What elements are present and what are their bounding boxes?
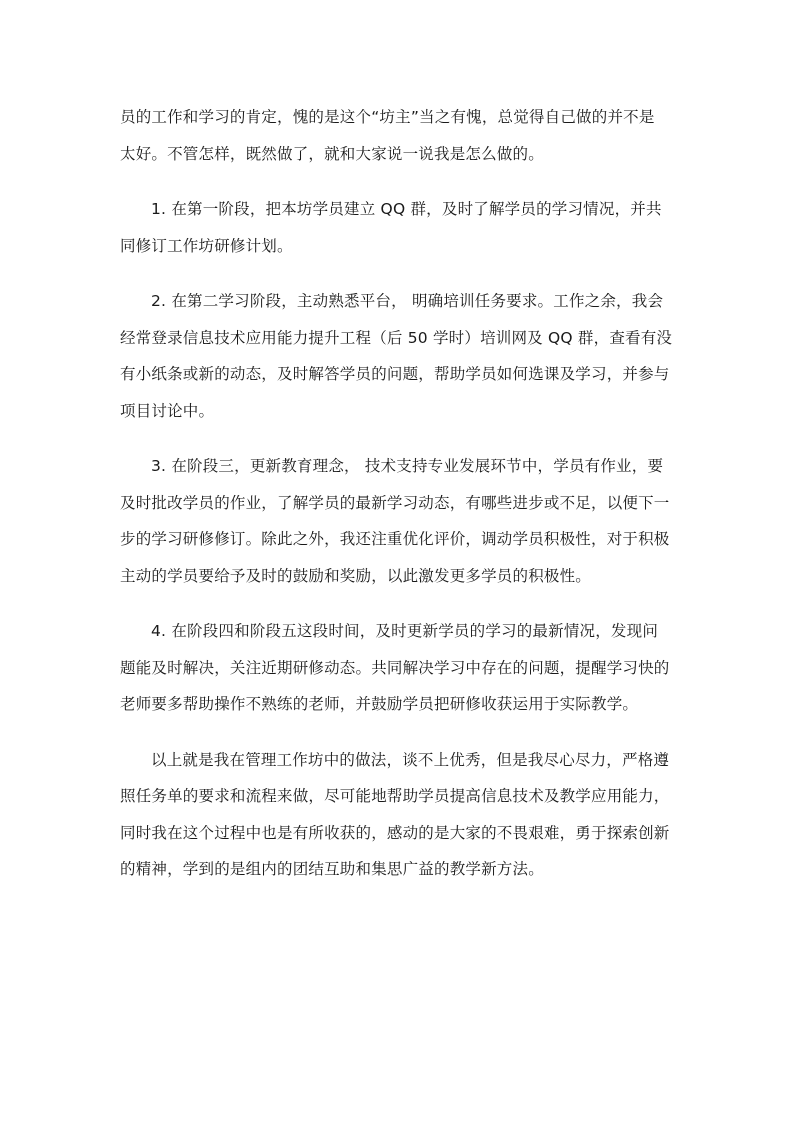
paragraph-step-2 <box>120 283 676 429</box>
paragraph-step-3 <box>120 448 676 594</box>
text-line: 员的工作和学习的肯定，愧的是这个“坊主”当之有愧，总觉得自己做的并不是 <box>120 108 655 126</box>
text-line: 步的学习研修修订。除此之外，我还注重优化评价，调动学员积极性，对于积极 <box>120 530 670 548</box>
text-line: 主动的学员要给予及时的鼓励和奖励，以此激发更多学员的积极性。 <box>120 566 592 585</box>
text-line: 有小纸条或新的动态，及时解答学员的问题，帮助学员如何选课及学习，并参与 <box>120 365 670 383</box>
text-line: 太好。不管怎样，既然做了，就和大家说一说我是怎么做的。 <box>120 144 544 163</box>
text-line: 同时我在这个过程中也是有所收获的，感动的是大家的不畏艰难，勇于探索创新 <box>120 823 670 842</box>
document-body <box>120 99 676 907</box>
text-line: 1. 在第一阶段，把本坊学员建立 QQ 群，及时了解学员的学习情况，并共 <box>151 200 662 218</box>
text-line: 4. 在阶段四和阶段五这段时间，及时更新学员的学习的最新情况，发现问 <box>151 622 659 640</box>
text-line: 老师要多帮助操作不熟练的老师，并鼓励学员把研修收获运用于实际教学。 <box>120 695 639 713</box>
text-line: 的精神，学到的是组内的团结互助和集思广益的教学新方法。 <box>120 860 544 878</box>
text-line: 以上就是我在管理工作坊中的做法，谈不上优秀，但是我尽心尽力，严格遵 <box>151 750 670 769</box>
paragraph-summary <box>120 742 676 888</box>
paragraph-intro <box>120 99 676 172</box>
paragraph-step-4 <box>120 613 676 723</box>
text-line: 3. 在阶段三，更新教育理念， 技术支持专业发展环节中，学员有作业，要 <box>151 457 664 475</box>
text-line: 题能及时解决，关注近期研修动态。共同解决学习中存在的问题，提醒学习快的 <box>120 658 670 677</box>
text-line: 经常登录信息技术应用能力提升工程（后 50 学时）培训网及 QQ 群，查看有没 <box>120 328 673 347</box>
text-line: 2. 在第二学习阶段，主动熟悉平台， 明确培训任务要求。工作之余，我会 <box>151 292 664 310</box>
text-line: 项目讨论中。 <box>120 401 215 420</box>
text-line: 同修订工作坊研修计划。 <box>120 236 293 255</box>
text-line: 及时批改学员的作业，了解学员的最新学习动态，有哪些进步或不足，以便下一 <box>120 493 670 512</box>
text-line: 照任务单的要求和流程来做，尽可能地帮助学员提高信息技术及教学应用能力， <box>120 787 670 805</box>
paragraph-step-1 <box>120 191 676 264</box>
